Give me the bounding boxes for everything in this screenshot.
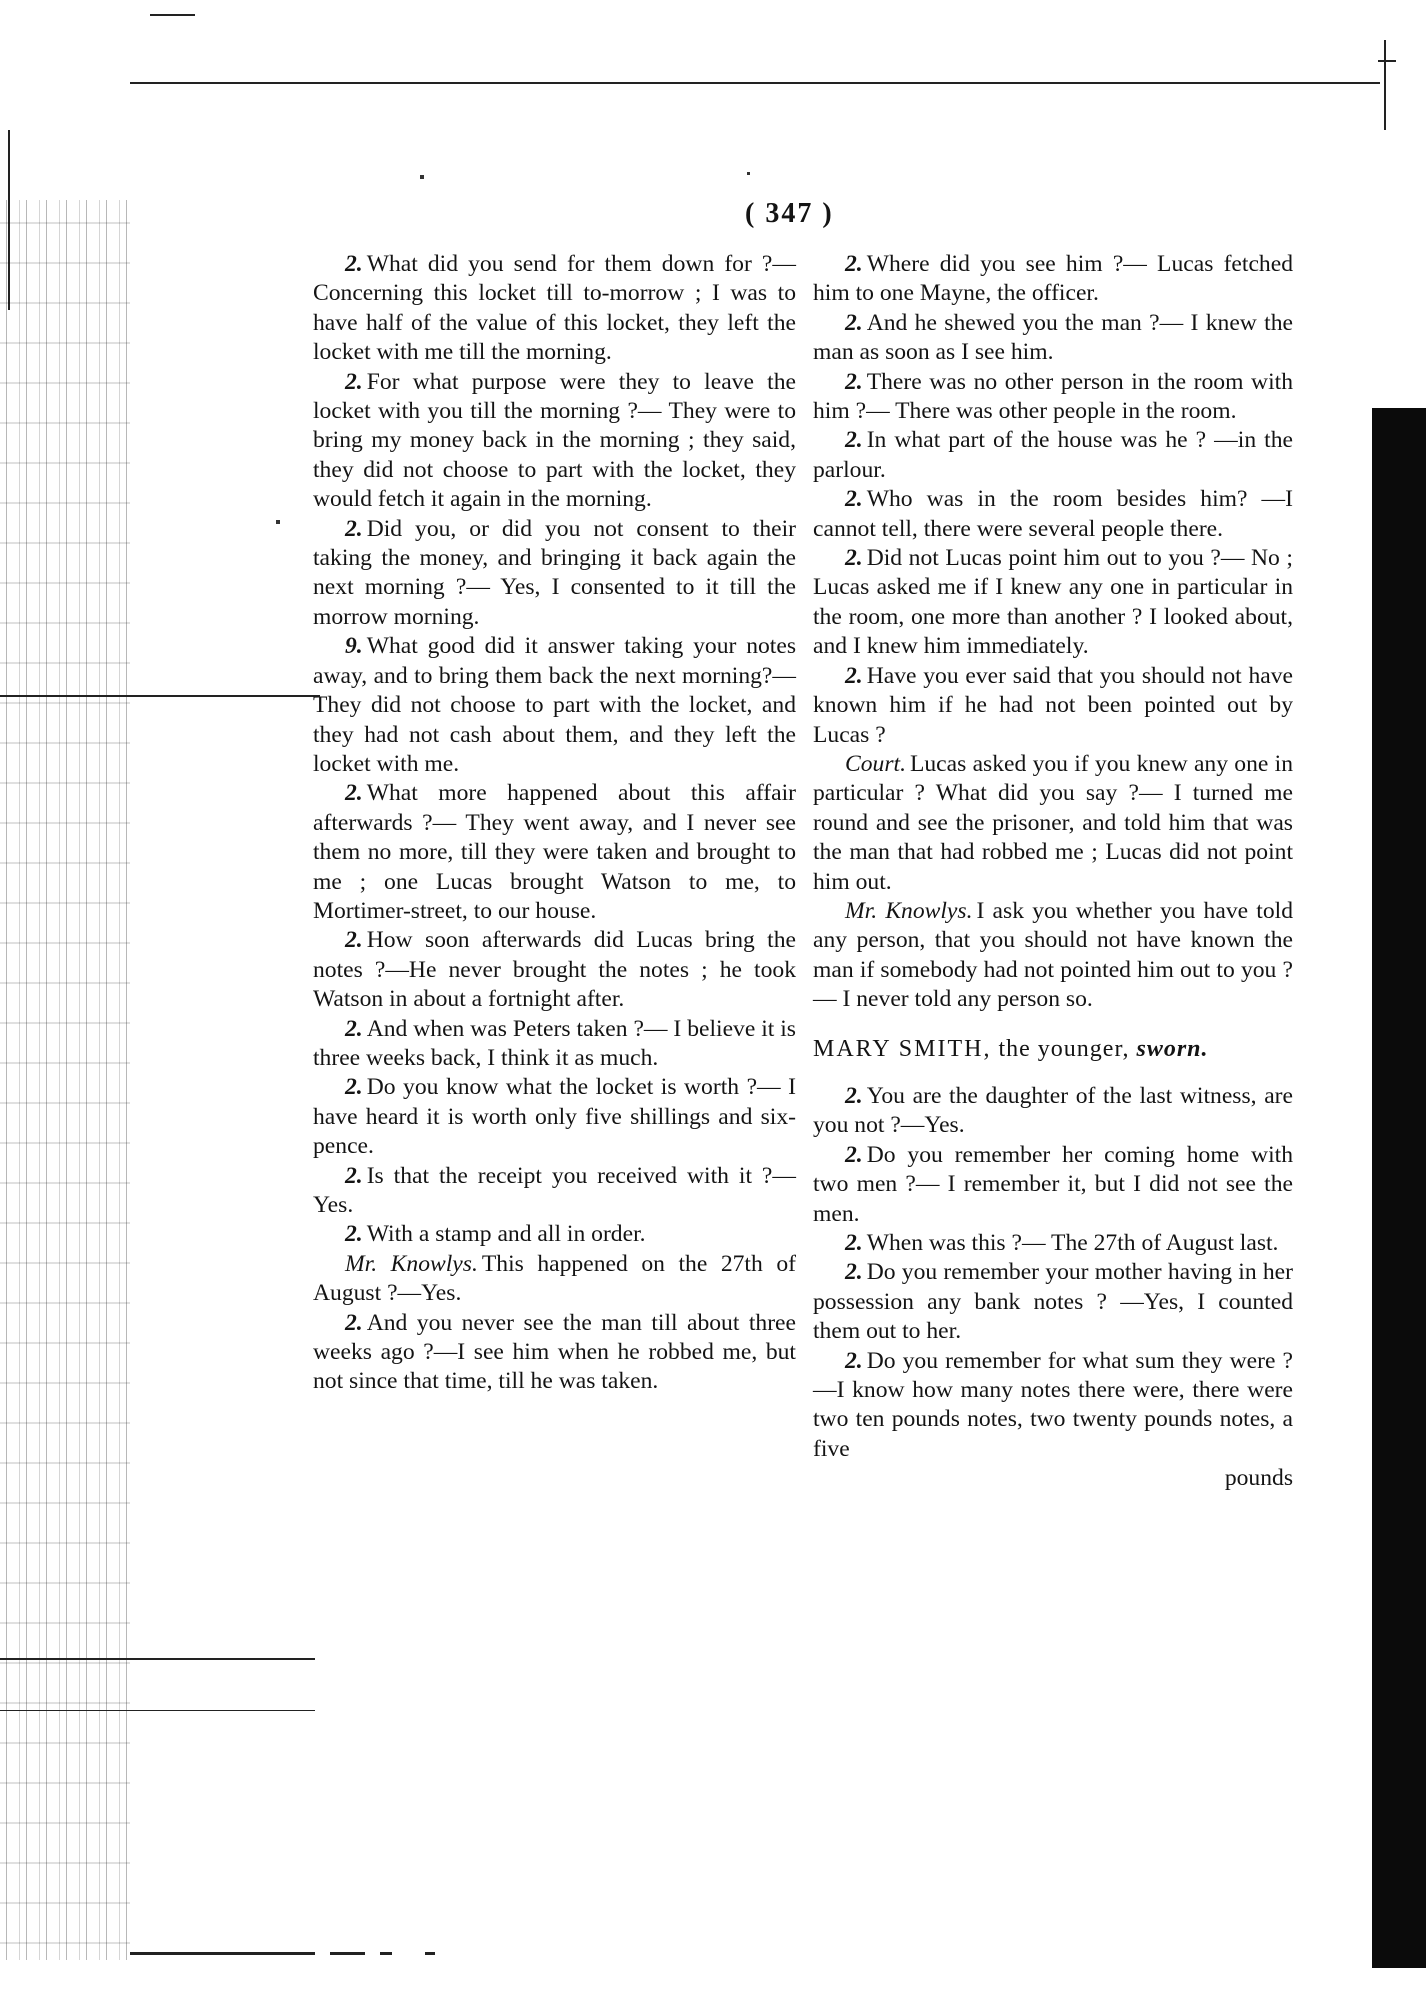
question-mark-glyph: 2. bbox=[845, 1141, 863, 1168]
speaker-label: Court. bbox=[845, 750, 906, 777]
scan-gutter bbox=[0, 200, 130, 1960]
speaker-label: Mr. Knowlys. bbox=[345, 1250, 478, 1277]
testimony-paragraph bbox=[813, 662, 1293, 750]
testimony-text: Did you, or did you not consent to their taking the money, and bringing it back again the next morning ?— Yes, I consented to it till the morrow morning. bbox=[313, 515, 796, 630]
question-mark-glyph: 2. bbox=[845, 1347, 863, 1374]
testimony-text: What more happened about this affair afterwards ?— They went away, and I never see them no more, till they were taken and brought to me ; one Lucas brought Watson to me, to Mortimer-street, to our house. bbox=[313, 780, 796, 924]
testimony-paragraph bbox=[313, 1162, 796, 1221]
testimony-paragraph bbox=[813, 485, 1293, 544]
question-mark-glyph: 2. bbox=[345, 368, 363, 395]
stray-line-2 bbox=[0, 1658, 315, 1660]
top-left-mark bbox=[150, 14, 195, 16]
testimony-text: I ask you whether you have told any person, that you should not have known the man if somebody had not pointed him out to you ?— I never told any person so. bbox=[813, 897, 1293, 1013]
question-mark-glyph: 2. bbox=[845, 1082, 863, 1109]
speck-2 bbox=[747, 172, 750, 175]
question-mark-glyph: 2. bbox=[845, 368, 863, 395]
question-mark-glyph: 2. bbox=[345, 780, 363, 807]
testimony-paragraph bbox=[813, 250, 1293, 309]
testimony-paragraph bbox=[313, 1220, 796, 1249]
witness-heading bbox=[813, 1035, 1293, 1064]
speck-3 bbox=[276, 520, 280, 524]
question-mark-glyph: 2. bbox=[845, 1259, 863, 1286]
question-mark-glyph: 2. bbox=[845, 545, 863, 572]
question-mark-glyph: 2. bbox=[345, 515, 363, 542]
testimony-text: And you never see the man till about three weeks ago ?—I see him when he robbed me, but not since that time, till he was taken. bbox=[313, 1309, 796, 1395]
testimony-paragraph bbox=[313, 926, 796, 1014]
testimony-text: Do you remember for what sum they were ?—I know how many notes there were, there were two ten pounds notes, two twenty pounds notes, a five bbox=[813, 1347, 1293, 1462]
testimony-paragraph bbox=[313, 632, 796, 779]
left-column bbox=[313, 250, 796, 1397]
testimony-paragraph bbox=[813, 1141, 1293, 1229]
right-corner-mark-2 bbox=[1378, 60, 1396, 62]
testimony-paragraph bbox=[313, 1309, 796, 1397]
testimony-text: You are the daughter of the last witness, are you not ?—Yes. bbox=[813, 1082, 1293, 1139]
right-edge-bar bbox=[1372, 408, 1426, 1968]
question-mark-glyph: 2. bbox=[345, 1309, 363, 1336]
question-mark-glyph: 9. bbox=[345, 633, 363, 660]
testimony-text: Lucas asked you if you knew any one in particular ? What did you say ?— I turned me round and see the prisoner, and told him that was the man that had robbed me ; Lucas did not point him out. bbox=[813, 750, 1293, 895]
testimony-text: There was no other person in the room with him ?— There was other people in the room. bbox=[813, 368, 1293, 425]
testimony-text: This happened on the 27th of August ?—Yes. bbox=[313, 1250, 796, 1307]
testimony-text: Do you remember your mother having in her possession any bank notes ? —Yes, I counted them out to her. bbox=[813, 1259, 1293, 1345]
testimony-paragraph bbox=[813, 1347, 1293, 1465]
top-rule bbox=[130, 82, 1380, 84]
question-mark-glyph: 2. bbox=[845, 251, 863, 277]
testimony-text: Where did you see him ?— Lucas fetched him to one Mayne, the officer. bbox=[813, 251, 1293, 307]
question-mark-glyph: 2. bbox=[845, 486, 863, 513]
testimony-paragraph bbox=[813, 309, 1293, 368]
testimony-text: What did you send for them down for ?— Concerning this locket till to-morrow ; I was to have half of the value of this locket, they left the locket with me till the morning. bbox=[313, 251, 796, 366]
testimony-text: How soon afterwards did Lucas bring the notes ?—He never brought the notes ; he took Watson in about a fortnight after. bbox=[313, 927, 796, 1013]
testimony-paragraph bbox=[813, 368, 1293, 427]
testimony-text: Do you know what the locket is worth ?— I have heard it is worth only five shillings and six-pence. bbox=[313, 1074, 796, 1160]
right-corner-mark bbox=[1384, 40, 1386, 130]
right-column bbox=[813, 250, 1293, 1494]
testimony-paragraph bbox=[813, 426, 1293, 485]
question-mark-glyph: 2. bbox=[345, 1015, 363, 1042]
question-mark-glyph: 2. bbox=[345, 1162, 363, 1189]
testimony-text: Do you remember her coming home with two men ?— I remember it, but I did not see the men. bbox=[813, 1141, 1293, 1227]
question-mark-glyph: 2. bbox=[345, 927, 363, 954]
testimony-paragraph bbox=[313, 368, 796, 515]
question-mark-glyph: 2. bbox=[845, 309, 863, 336]
testimony-paragraph bbox=[313, 1073, 796, 1161]
bottom-mark-2 bbox=[330, 1952, 365, 1955]
question-mark-glyph: 2. bbox=[345, 1221, 363, 1248]
question-mark-glyph: 2. bbox=[845, 1230, 863, 1256]
speaker-label: Mr. Knowlys. bbox=[845, 897, 973, 924]
testimony-paragraph bbox=[813, 750, 1293, 897]
testimony-paragraph bbox=[313, 1015, 796, 1074]
testimony-text: What good did it answer taking your notes away, and to bring them back the next morning?—They did not choose to part with the locket, and they had not cash about them, and they left the locket with me. bbox=[313, 633, 796, 777]
right-column-bottom bbox=[813, 1082, 1293, 1464]
testimony-text: Who was in the room besides him? —I cannot tell, there were several people there. bbox=[813, 486, 1293, 542]
testimony-paragraph bbox=[813, 1258, 1293, 1346]
bottom-mark-3 bbox=[380, 1952, 392, 1955]
right-column-top bbox=[813, 250, 1293, 1015]
testimony-text: For what purpose were they to leave the locket with you till the morning ?— They were to bring my money back in the morning ; they said, they did not choose to part with the locket, they would fetch it again in the morning. bbox=[313, 368, 796, 513]
testimony-paragraph bbox=[313, 515, 796, 633]
page-number: ( 347 ) bbox=[745, 198, 834, 229]
testimony-text: In what part of the house was he ? —in the parlour. bbox=[813, 427, 1293, 483]
testimony-text: Is that the receipt you received with it ?—Yes. bbox=[313, 1162, 796, 1218]
witness-qualifier: the younger, bbox=[998, 1035, 1130, 1062]
testimony-paragraph bbox=[813, 544, 1293, 662]
question-mark-glyph: 2. bbox=[345, 251, 363, 277]
stray-line-1 bbox=[0, 695, 320, 697]
testimony-text: Have you ever said that you should not have known him if he had not been pointed out by Lucas ? bbox=[813, 662, 1293, 748]
testimony-paragraph bbox=[813, 1082, 1293, 1141]
stray-line-3 bbox=[0, 1710, 315, 1711]
testimony-text: And he shewed you the man ?— I knew the man as soon as I see him. bbox=[813, 309, 1293, 366]
testimony-text: With a stamp and all in order. bbox=[366, 1221, 646, 1248]
testimony-paragraph bbox=[313, 250, 796, 368]
testimony-paragraph bbox=[813, 897, 1293, 1015]
bottom-left-mark bbox=[130, 1952, 315, 1955]
sworn-label: sworn. bbox=[1136, 1035, 1209, 1062]
bottom-mark-4 bbox=[425, 1952, 435, 1955]
testimony-paragraph bbox=[313, 779, 796, 926]
question-mark-glyph: 2. bbox=[845, 427, 863, 454]
testimony-paragraph bbox=[313, 1250, 796, 1309]
speck-1 bbox=[420, 175, 424, 179]
catchword: pounds bbox=[1224, 1465, 1293, 1492]
testimony-text: And when was Peters taken ?— I believe it is three weeks back, I think it as much. bbox=[313, 1015, 796, 1071]
question-mark-glyph: 2. bbox=[345, 1074, 363, 1101]
testimony-text: Did not Lucas point him out to you ?— No ; Lucas asked me if I knew any one in particular in the room, one more than another ? I looked about, and I knew him immediately. bbox=[813, 545, 1293, 660]
question-mark-glyph: 2. bbox=[845, 662, 863, 689]
testimony-paragraph bbox=[813, 1229, 1293, 1258]
testimony-text: When was this ?— The 27th of August last. bbox=[866, 1230, 1279, 1256]
witness-name: MARY SMITH, bbox=[813, 1035, 992, 1062]
